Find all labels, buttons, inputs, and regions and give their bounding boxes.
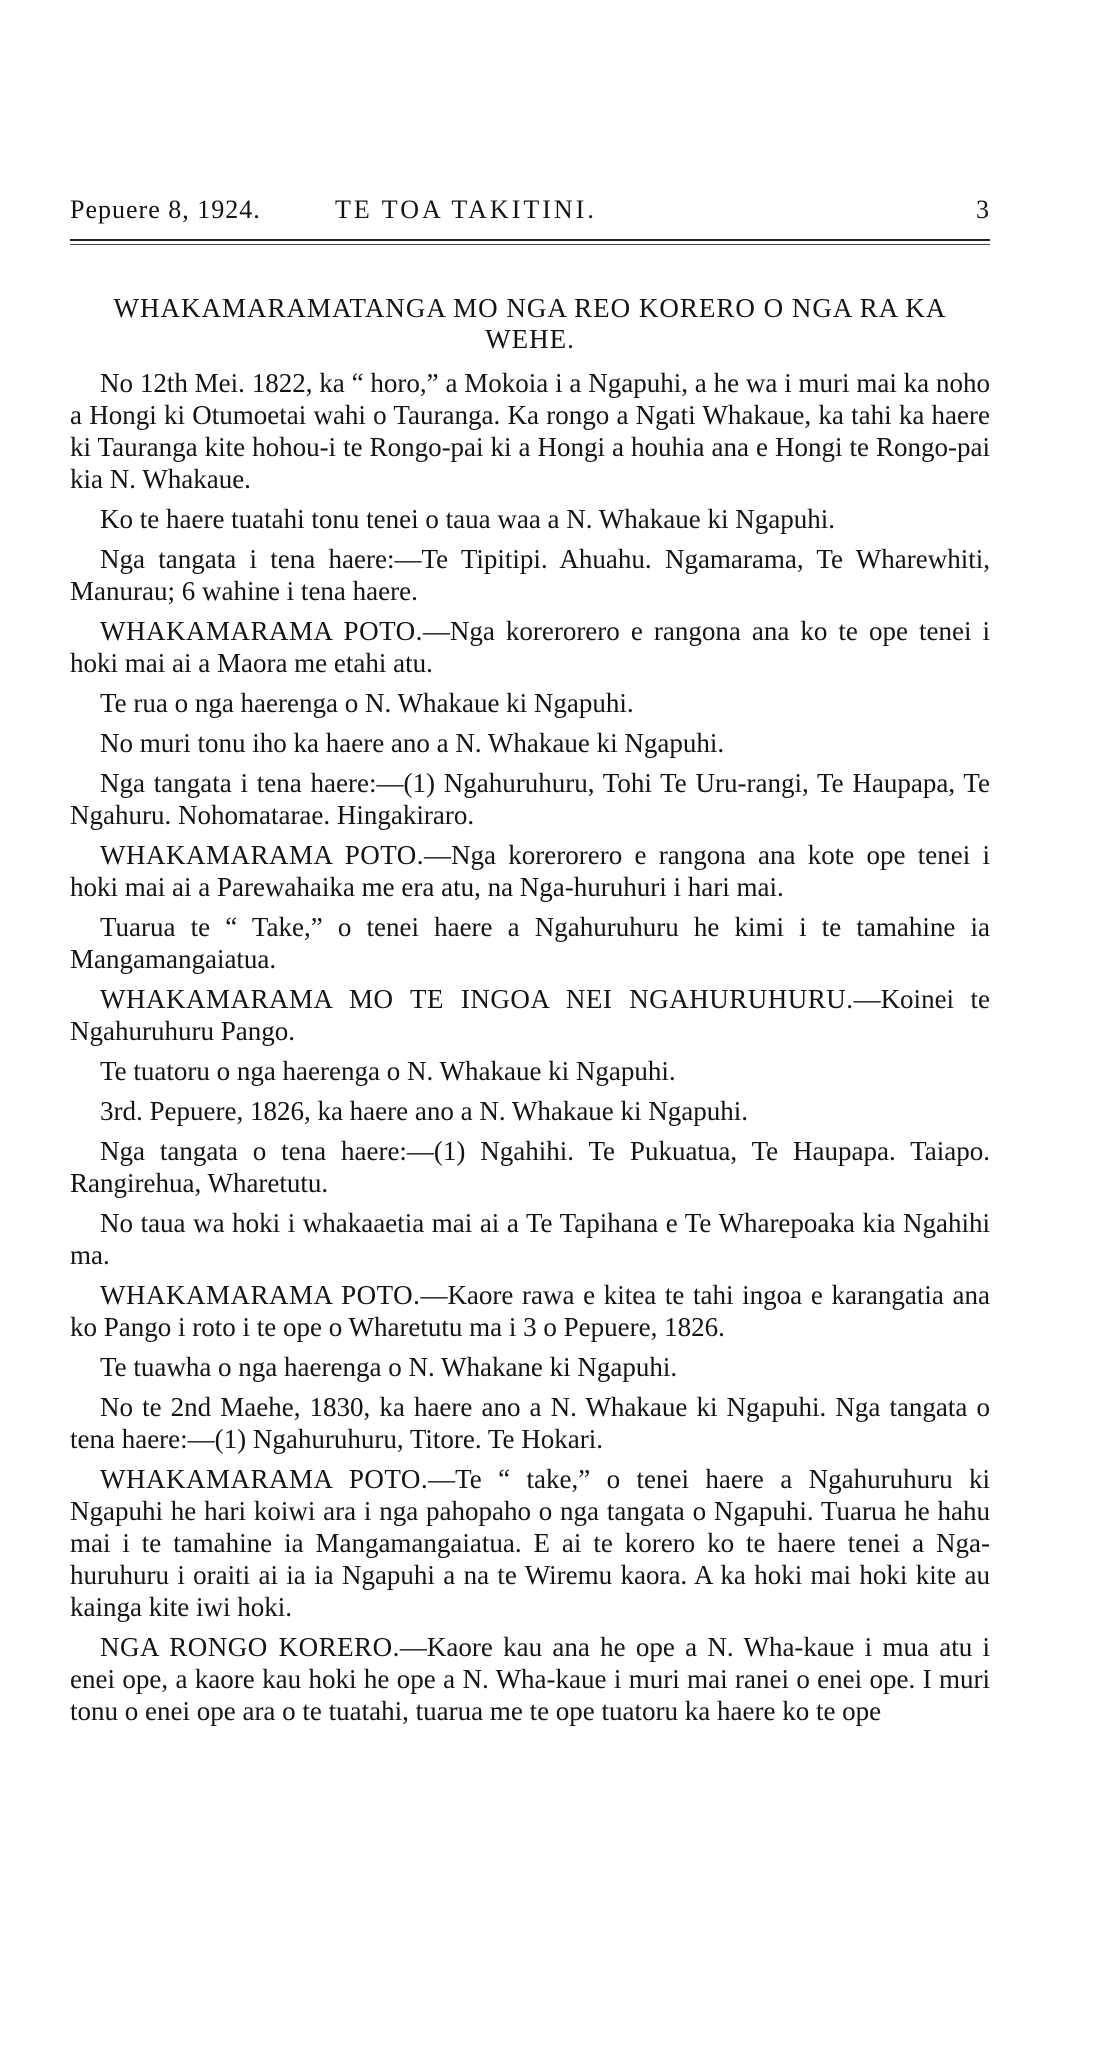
- paragraph-text: No te 2nd Maehe, 1830, ka haere ano a N. Whakaue ki Ngapuhi. Nga tangata o tena haere:—(1) Ngahuruhuru, Titore. Te Hokari.: [70, 1392, 990, 1454]
- paragraph-text: No 12th Mei. 1822, ka “ horo,” a Mokoia i a Ngapuhi, a he wa i muri mai ka noho a Hongi ki Otumoetai wahi o Tauranga. Ka rongo a Ngati Whakaue, ka tahi ka haere ki Tauranga kite hohou-i te Rongo-pai ki a Hongi a houhia ana e Hongi te Rongo-pai kia N. Whakaue.: [70, 368, 990, 494]
- paragraph-lead: WHAKAMARAMA POTO.: [100, 616, 423, 646]
- paragraph: [70, 1279, 990, 1343]
- paragraph: [70, 839, 990, 903]
- paragraph-text: —Nga korerorero e rangona ana kote ope tenei i hoki mai ai a Parewahaika me era atu, na Nga-huruhuri i hari mai.: [70, 840, 990, 902]
- paragraph: [70, 367, 990, 495]
- issue-date: Pepuere 8, 1924.: [70, 195, 261, 224]
- paragraph: [70, 1095, 990, 1127]
- paragraph: [70, 687, 990, 719]
- paragraph: [70, 1631, 990, 1727]
- paragraph-text: —Nga korerorero e rangona ana ko te ope tenei i hoki mai ai a Maora me etahi atu.: [70, 616, 990, 678]
- paragraph-lead: WHAKAMARAMA POTO.: [100, 1280, 421, 1310]
- paragraph: [70, 1391, 990, 1455]
- paragraph-text: —Kaore rawa e kitea te tahi ingoa e karangatia ana ko Pango i roto i te ope o Wharetutu ma i 3 o Pepuere, 1826.: [70, 1280, 990, 1342]
- paragraph: [70, 1351, 990, 1383]
- header-rule: [70, 239, 990, 241]
- page-header: [70, 195, 990, 235]
- paragraph: [70, 983, 990, 1047]
- paragraph-text: Te rua o nga haerenga o N. Whakaue ki Ngapuhi.: [100, 688, 634, 718]
- paragraph-text: —Kaore kau ana he ope a N. Wha-kaue i mua atu i enei ope, a kaore kau hoki he ope a N. Wha-kaue i muri mai ranei o enei ope. I muri tonu o enei ope ara o te tuatahi, tuarua me te ope tuatoru ka haere ko te ope: [70, 1632, 990, 1726]
- paragraph: [70, 767, 990, 831]
- paragraph: [70, 1135, 990, 1199]
- paragraph-text: —Koinei te Ngahuruhuru Pango.: [70, 984, 990, 1046]
- header-rule-thin: [70, 244, 990, 245]
- paragraph: [70, 503, 990, 535]
- publication-title: TE TOA TAKITINI.: [335, 195, 597, 224]
- paragraph-text: Te tuatoru o nga haerenga o N. Whakaue ki Ngapuhi.: [100, 1056, 676, 1086]
- journal-page: [70, 195, 990, 1735]
- paragraph: [70, 1463, 990, 1623]
- paragraph-text: No muri tonu iho ka haere ano a N. Whakaue ki Ngapuhi.: [100, 728, 725, 758]
- paragraph-text: Ko te haere tuatahi tonu tenei o taua waa a N. Whakaue ki Ngapuhi.: [100, 504, 835, 534]
- paragraph-text: Tuarua te “ Take,” o tenei haere a Ngahuruhuru he kimi i te tamahine ia Mangamangaiatua.: [70, 912, 990, 974]
- paragraph-lead: NGA RONGO KORERO.: [100, 1632, 400, 1662]
- page-number: 3: [976, 195, 990, 224]
- paragraph-text: Te tuawha o nga haerenga o N. Whakane ki Ngapuhi.: [100, 1352, 678, 1382]
- paragraph: [70, 1055, 990, 1087]
- paragraph-lead: WHAKAMARAMA MO TE INGOA NEI NGAHURUHURU.: [100, 984, 854, 1014]
- paragraph-lead: WHAKAMARAMA POTO.: [100, 840, 425, 870]
- paragraph-text: —Te “ take,” o tenei haere a Ngahuruhuru ki Ngapuhi he hari koiwi ara i nga pahopaho o nga tangata o Ngapuhi. Tuarua he hahu mai i te tamahine ia Mangamangaiatua. E ai te korero ko te haere tenei a Nga-huruhuru i oraiti ai ia ia Ngapuhi a na te Wiremu kaora. A ka hoki mai hoki kite au kainga kite iwi hoki.: [70, 1464, 990, 1622]
- paragraph: [70, 615, 990, 679]
- paragraph-text: Nga tangata i tena haere:—Te Tipitipi. Ahuahu. Ngamarama, Te Wharewhiti, Manurau; 6 wahine i tena haere.: [70, 544, 990, 606]
- paragraph: [70, 727, 990, 759]
- paragraph: [70, 1207, 990, 1271]
- paragraph: [70, 543, 990, 607]
- paragraph-text: Nga tangata o tena haere:—(1) Ngahihi. Te Pukuatua, Te Haupapa. Taiapo. Rangirehua, Wharetutu.: [70, 1136, 990, 1198]
- paragraph-text: Nga tangata i tena haere:—(1) Ngahuruhuru, Tohi Te Uru-rangi, Te Haupapa, Te Ngahuru. Nohomatarae. Hingakiraro.: [70, 768, 990, 830]
- paragraph: [70, 911, 990, 975]
- paragraph-lead: WHAKAMARAMA POTO.: [100, 1464, 429, 1494]
- paragraph-text: 3rd. Pepuere, 1826, ka haere ano a N. Whakaue ki Ngapuhi.: [100, 1096, 749, 1126]
- article-heading: WHAKAMARAMATANGA MO NGA REO KORERO O NGA RA KA WEHE.: [113, 293, 947, 354]
- paragraph-text: No taua wa hoki i whakaaetia mai ai a Te Tapihana e Te Wharepoaka kia Ngahihi ma.: [70, 1208, 990, 1270]
- article-body: [70, 367, 990, 1727]
